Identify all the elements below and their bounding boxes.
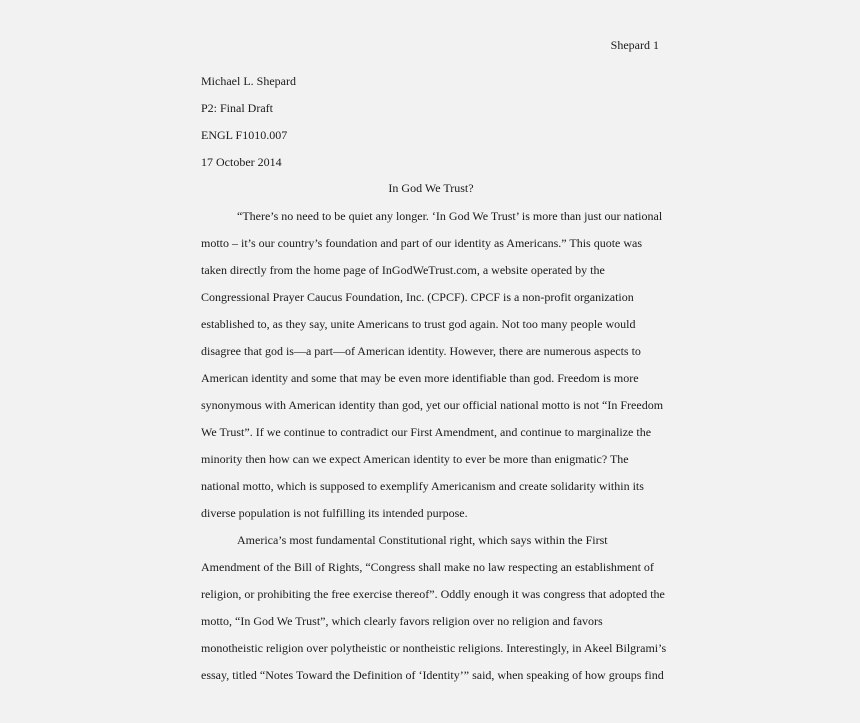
body-line: Congressional Prayer Caucus Foundation, Inc. (CPCF). CPCF is a non-profit organization [201, 290, 634, 304]
body-line: motto, “In God We Trust”, which clearly favors religion over no religion and favors [201, 614, 603, 628]
body-line: Amendment of the Bill of Rights, “Congress shall make no law respecting an establishment of [201, 560, 654, 574]
document-title: In God We Trust? [388, 181, 474, 195]
body-line: essay, titled “Notes Toward the Definition of ‘Identity’” said, when speaking of how groups find [201, 668, 664, 682]
body-line: American identity and some that may be even more identifiable than god. Freedom is more [201, 371, 639, 385]
body-line: established to, as they say, unite Americans to trust god again. Not too many people would [201, 317, 636, 331]
body-line: synonymous with American identity than god, yet our official national motto is not “In Freedom [201, 398, 664, 412]
body-line: We Trust”. If we continue to contradict our First Amendment, and continue to marginalize the [201, 425, 652, 439]
author-name: Michael L. Shepard [201, 74, 296, 88]
body-line: disagree that god is—a part—of American identity. However, there are numerous aspects to [201, 344, 641, 358]
body-line: minority then how can we expect American identity to ever be more than enigmatic? The [201, 452, 629, 466]
body-line: diverse population is not fulfilling its intended purpose. [201, 506, 468, 520]
body-line: monotheistic religion over polytheistic or nontheistic religions. Interestingly, in Akeel Bilgrami’s [201, 641, 667, 655]
body-line: “There’s no need to be quiet any longer. ‘In God We Trust’ is more than just our national [237, 209, 663, 223]
body-line: motto – it’s our country’s foundation and part of our identity as Americans.” This quote was [201, 236, 643, 250]
course-code: ENGL F1010.007 [201, 128, 288, 142]
body-line: national motto, which is supposed to exemplify Americanism and create solidarity within its [201, 479, 644, 493]
document-date: 17 October 2014 [201, 155, 282, 169]
draft-label: P2: Final Draft [201, 101, 273, 115]
body-line: religion, or prohibiting the free exercise thereof”. Oddly enough it was congress that adopted the [201, 587, 665, 601]
body-line: America’s most fundamental Constitutional right, which says within the First [237, 533, 608, 547]
page-header: Shepard 1 [610, 38, 659, 52]
body-line: taken directly from the home page of InGodWeTrust.com, a website operated by the [201, 263, 605, 277]
